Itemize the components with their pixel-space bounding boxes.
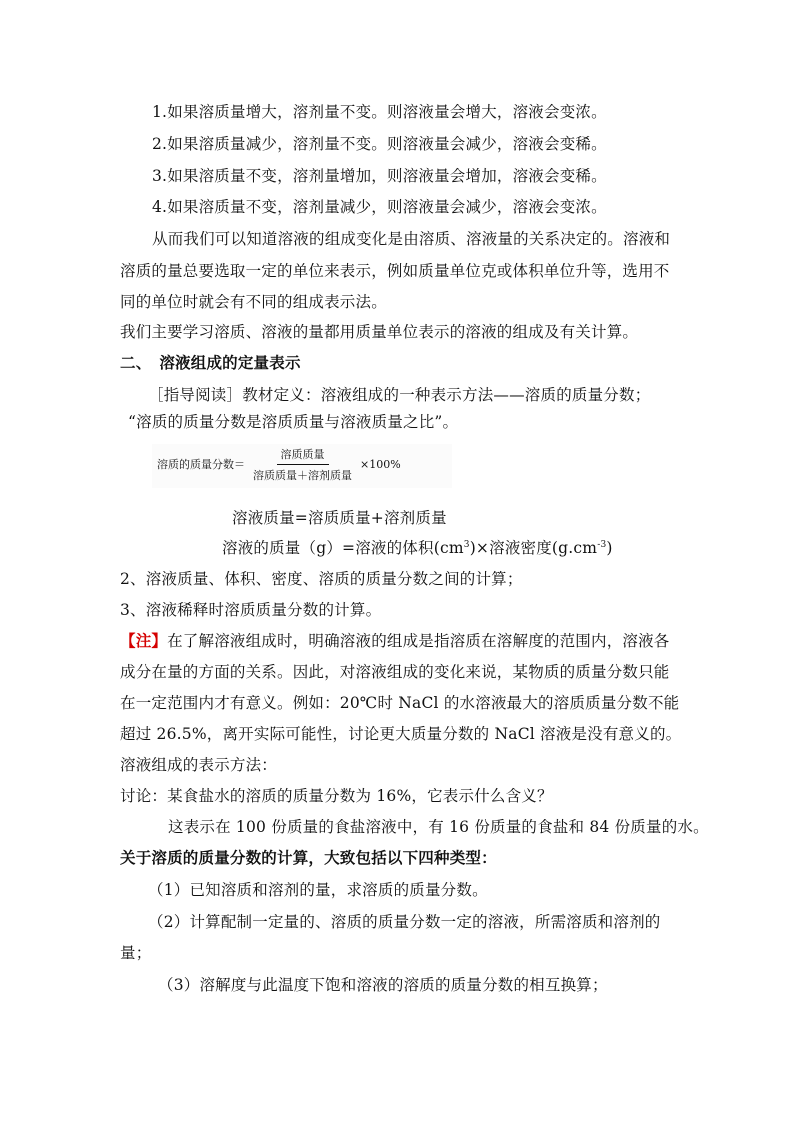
mass-fraction-formula [157,444,401,484]
paragraph-line: 我们主要学习溶质、溶液的量都用质量单位表示的溶液的组成及有关计算。 [120,323,639,341]
list-item-4: 4.如果溶质量不变，溶剂量减少，则溶液量会减少，溶液会变浓。 [152,198,607,216]
equation-mass-volume-density: 溶液的质量（g）=溶液的体积$(cm^3)\times$溶液密度$(g.cm^{-3})$ [222,539,613,557]
guide-line: “溶质的质量分数是溶质质量与溶液质量之比”。 [128,413,459,431]
note-line: 超过 26.5%，离开实际可能性，讨论更大质量分数的 NaCl 溶液是没有意义的。 [120,725,682,743]
calc-type-2-cont: 量； [120,944,152,962]
discussion-question: 讨论：某食盐水的溶质的质量分数为 16%，它表示什么含义？ [120,787,553,805]
calc-type-2: （2）计算配制一定量的、溶质的质量分数一定的溶液，所需溶质和溶剂的 [148,913,661,931]
paragraph-line: 溶质的量总要选取一定的单位来表示，例如质量单位克或体积单位升等，选用不 [120,262,670,280]
formula-fraction [249,446,356,483]
formula-tail: ×100% [360,457,401,471]
paragraph-line: 从而我们可以知道溶液的组成变化是由溶质、溶液量的关系决定的。溶液和 [152,230,671,248]
discussion-answer: 这表示在 100 份质量的食盐溶液中，有 16 份质量的食盐和 84 份质量的水。 [168,818,709,836]
paragraph-line: 同的单位时就会有不同的组成表示法。 [120,293,387,311]
note-label: 【注】 [120,631,168,650]
formula-denominator: 溶质质量＋溶剂质量 [253,468,352,482]
equation-solution-mass: 溶液质量=溶质质量+溶剂质量 [232,509,447,527]
guide-line: ［指导阅读］教材定义：溶液组成的一种表示方法——溶质的质量分数； [148,386,651,404]
formula-lhs: 溶质的质量分数＝ [157,458,245,471]
formula-numerator: 溶质质量 [277,446,329,465]
list-item-3: 3.如果溶质量不变，溶剂量增加，则溶液量会增加，溶液会变稀。 [152,167,607,185]
representation-heading: 溶液组成的表示方法： [120,756,278,774]
note-line: 成分在量的方面的关系。因此，对溶液组成的变化来说，某物质的质量分数只能 [120,663,670,681]
calc-type-3: （3）溶解度与此温度下饱和溶液的溶质的质量分数的相互换算； [158,976,608,994]
calc-heading: 关于溶质的质量分数的计算，大致包括以下四种类型： [120,848,497,867]
list-item-2: 2.如果溶质量减少，溶剂量不变。则溶液量会减少，溶液会变稀。 [152,135,607,153]
note-line: 【注】在了解溶液组成时，明确溶液的组成是指溶质在溶解度的范围内，溶液各 [120,631,670,650]
note-line: 在一定范围内才有意义。例如：20℃时 NaCl 的水溶液最大的溶质质量分数不能 [120,694,680,712]
list-item-1: 1.如果溶质量增大，溶剂量不变。则溶液量会增大，溶液会变浓。 [152,103,607,121]
calc-type-1: （1）已知溶质和溶剂的量，求溶质的质量分数。 [148,881,488,899]
list-item-calc-2: 2、溶液质量、体积、密度、溶质的质量分数之间的计算； [120,570,523,588]
list-item-calc-3: 3、溶液稀释时溶质质量分数的计算。 [120,601,382,619]
section-heading: 二、 溶液组成的定量表示 [120,353,301,372]
